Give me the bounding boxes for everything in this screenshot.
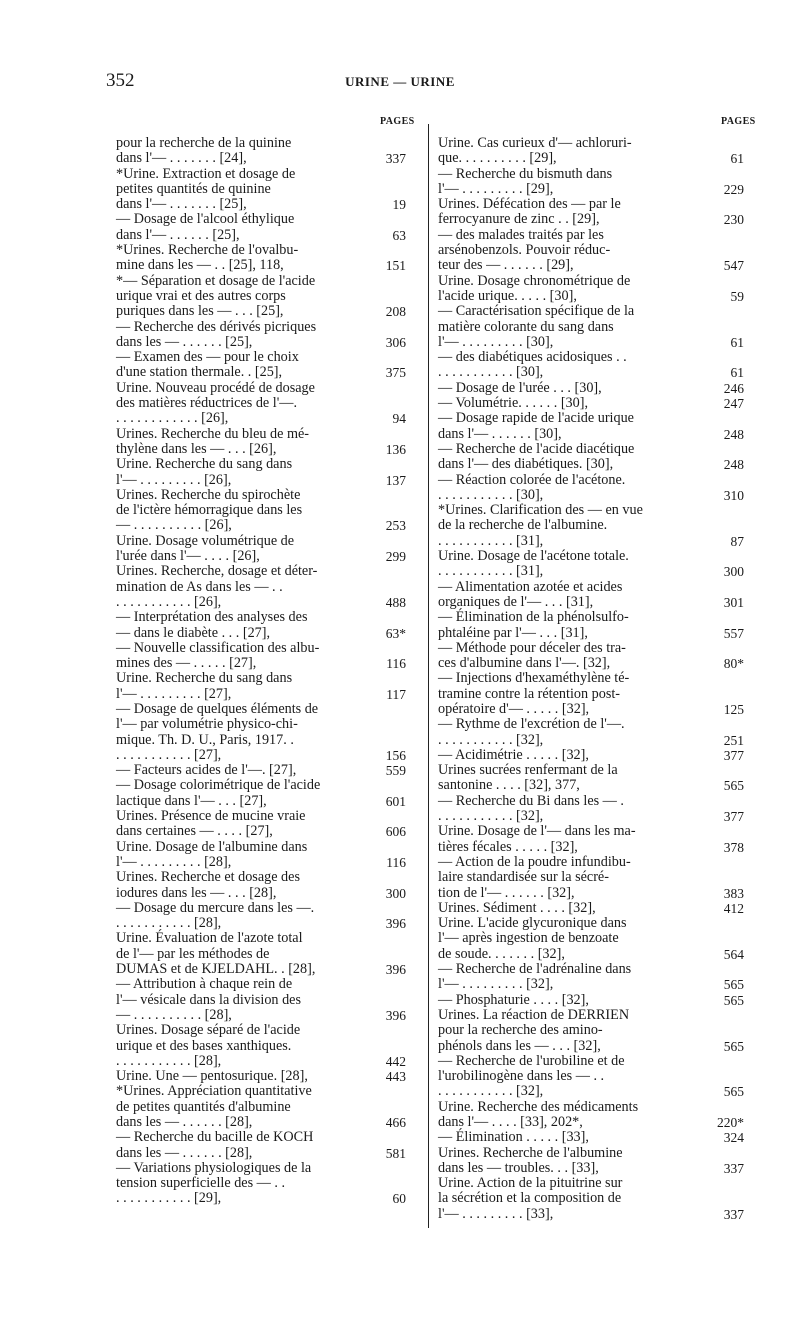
index-entry-page: 310 [723, 487, 744, 503]
index-entry-page: 300 [385, 885, 406, 901]
index-entry-text: — Facteurs acides de l'—. [27], [116, 762, 297, 779]
index-entry-text: — Élimination . . . . . [33], [438, 1129, 589, 1146]
index-entry-text: *Urines. Appréciation quantitative de petites quantités d'albumine dans les — . . . . . . [28], [116, 1083, 312, 1130]
index-entry [116, 320, 422, 351]
index-entry-page: 443 [385, 1069, 406, 1085]
index-entry-text: — Réaction colorée de l'acétone. . . . . . . . . . . . [30], [438, 471, 626, 503]
index-entries-right [438, 136, 756, 1222]
index-entry [116, 1084, 422, 1130]
index-entry [438, 167, 756, 198]
index-entry-text: — Recherche de l'acide diacétique dans l'— des diabétiques. [30], [438, 440, 635, 473]
index-entry [438, 1130, 756, 1145]
index-entry-page: 125 [723, 701, 744, 717]
index-entry [438, 763, 756, 794]
index-entry-page: 565 [723, 977, 744, 993]
index-entry-page: 87 [730, 533, 744, 549]
column-divider [428, 124, 429, 1228]
index-entry [438, 396, 756, 411]
index-entry [116, 167, 422, 213]
index-entry [438, 824, 756, 855]
index-entry-text: — Nouvelle classification des albu- mines des — . . . . . [27], [116, 639, 320, 672]
index-entry-page: 378 [723, 839, 744, 855]
index-entry-page: 116 [386, 854, 406, 870]
index-entry-page: 606 [385, 824, 406, 840]
index-entry-text: pour la recherche de la quinine dans l'— . . . . . . . [24], [116, 135, 292, 167]
index-entry-page: 61 [730, 334, 744, 350]
index-entry [116, 641, 422, 672]
index-entry-page: 565 [723, 778, 744, 794]
index-entry [438, 641, 756, 672]
index-entry-text: Urines sucrées renfermant de la santonine . . . . [32], 377, [438, 762, 618, 794]
index-entry [116, 931, 422, 977]
index-entry [438, 304, 756, 350]
index-entry-page: 337 [723, 1206, 744, 1222]
index-entry-text: Urines. La réaction de DERRIEN pour la recherche des amino- phénols dans les — . . . [32], [438, 1006, 630, 1054]
index-entry-text: Urine. Dosage de l'— dans les ma- tières fécales . . . . . [32], [438, 823, 636, 855]
index-entry-page: 94 [392, 411, 406, 427]
index-entry-text: — Recherche de l'adrénaline dans l'— . . . . . . . . . [32], [438, 961, 632, 993]
index-entry-page: 229 [723, 181, 744, 197]
index-entry-text: — Variations physiologiques de la tension superficielle des — . . . . . . . . . . . . . [29], [116, 1159, 312, 1207]
page-header [0, 68, 800, 98]
index-entry-page: 137 [385, 472, 406, 488]
index-entry-text: — Recherche du bacille de KOCH dans les — . . . . . . [28], [116, 1129, 314, 1161]
index-entry-page: 337 [723, 1160, 744, 1176]
index-entry-text: Urine. Dosage de l'acétone totale. . . . . . . . . . . . [31], [438, 548, 629, 580]
index-entry-text: — des diabétiques acidosiques . . . . . . . . . . . . . [30], [438, 349, 627, 381]
index-entry-page: 253 [385, 518, 406, 534]
index-entry-page: 559 [385, 763, 406, 779]
index-entry-text: Urine. Recherche du sang dans l'— . . . . . . . . . [27], [116, 670, 293, 702]
index-entry [438, 136, 756, 167]
index-entry [438, 794, 756, 825]
index-entry-page: 564 [723, 946, 744, 962]
index-entry [116, 809, 422, 840]
index-entry-page: 63 [392, 227, 406, 243]
index-entry-page: 466 [385, 1115, 406, 1130]
index-entry [438, 549, 756, 580]
pages-column-label: PAGES [721, 116, 756, 127]
index-entry-text: — Recherche des dérivés picriques dans les — . . . . . . [25], [116, 318, 317, 350]
index-entry-page: 61 [730, 151, 744, 167]
index-entry [438, 1008, 756, 1054]
index-entry-page: 156 [385, 747, 406, 763]
index-entry-text: Urines. Recherche du bleu de mé- thylène dans les — . . . [26], [116, 425, 310, 457]
index-entry-text: — Dosage de l'alcool éthylique dans l'— . . . . . . [25], [116, 211, 295, 243]
index-entry-text: — Dosage rapide de l'acide urique dans l'— . . . . . . [30], [438, 410, 634, 442]
index-entry-page: 117 [386, 686, 406, 702]
index-entry [438, 228, 756, 274]
index-entry-page: 63* [385, 625, 406, 641]
index-entry-page: 59 [730, 288, 744, 304]
index-entry [116, 381, 422, 427]
index-entry-page: 396 [385, 916, 406, 932]
index-entry [116, 488, 422, 534]
index-entry-text: Urine. Recherche du sang dans l'— . . . . . . . . . [26], [116, 456, 293, 488]
index-entry-page: 547 [723, 258, 744, 274]
index-entry-page: 299 [385, 549, 406, 565]
index-entry [438, 350, 756, 381]
index-entry [116, 1069, 422, 1084]
index-entry-page: 247 [723, 396, 744, 412]
index-entry [438, 1176, 756, 1222]
index-entry-page: 601 [385, 793, 406, 809]
index-entry [116, 671, 422, 702]
index-entry [438, 473, 756, 504]
index-entry-page: 248 [723, 426, 744, 442]
index-entry-page: 396 [385, 1007, 406, 1023]
index-entry [438, 503, 756, 549]
index-entry [116, 1130, 422, 1161]
index-entry-page: 80* [723, 656, 744, 672]
index-entry-page: 375 [385, 365, 406, 381]
index-entry [116, 427, 422, 458]
index-entry-text: — Interprétation des analyses des — dans le diabète . . . [27], [116, 609, 308, 641]
index-entry-text: Urines. Recherche de l'albumine dans les — troubles. . . [33], [438, 1144, 623, 1176]
index-entry-text: Urine. Cas curieux d'— achloruri- que. . . . . . . . . . [29], [438, 135, 632, 167]
index-entry [438, 901, 756, 916]
index-entry-page: 412 [723, 900, 744, 916]
index-entry-text: — Phosphaturie . . . . [32], [438, 991, 589, 1008]
index-entry-text: — Caractérisation spécifique de la matière colorante du sang dans l'— . . . . . . . . . [30], [438, 303, 635, 350]
index-entry [116, 534, 422, 565]
index-entry-text: Urine. Dosage volumétrique de l'urée dans l'— . . . . [26], [116, 532, 295, 565]
index-entry-page: 60 [392, 1191, 406, 1207]
index-entry [116, 840, 422, 871]
index-entry-text: *— Séparation et dosage de l'acide urique vrai et des autres corps puriques dans les — . . . [25], [116, 272, 316, 320]
index-entry-text: — Acidimétrie . . . . . [32], [438, 746, 589, 763]
index-entry-text: — Élimination de la phénolsulfo- phtaléine par l'— . . . [31], [438, 609, 629, 641]
index-entry [438, 1100, 756, 1131]
index-entry-text: *Urine. Extraction et dosage de petites quantités de quinine dans l'— . . . . . . . [25], [116, 165, 296, 213]
index-entry-text: — Recherche de l'urobiline et de l'urobilinogène dans les — . . . . . . . . . . . . . [32], [438, 1052, 625, 1100]
index-entry-text: — Rythme de l'excrétion de l'—. . . . . . . . . . . . [32], [438, 716, 625, 748]
index-entry-text: Urine. Une — pentosurique. [28], [116, 1068, 308, 1085]
index-entry-page: 151 [385, 258, 406, 274]
index-entry [438, 274, 756, 305]
index-entry [116, 763, 422, 778]
index-entry [438, 197, 756, 228]
index-entry-page: 220* [717, 1115, 744, 1130]
index-entry [116, 243, 422, 274]
index-entry [116, 870, 422, 901]
index-entry-text: — Volumétrie. . . . . . [30], [438, 395, 589, 412]
page-number: 352 [106, 70, 135, 91]
index-entry [438, 748, 756, 763]
index-entry-text: Urine. Recherche des médicaments dans l'— . . . . [33], 202*, [438, 1098, 639, 1130]
index-entry-text: Urines. Sédiment . . . . [32], [438, 899, 596, 916]
index-entry [438, 1054, 756, 1100]
index-entry [116, 564, 422, 610]
index-entry-page: 248 [723, 457, 744, 473]
index-entry [438, 962, 756, 993]
index-entry-page: 396 [385, 962, 406, 978]
index-entry [438, 855, 756, 901]
index-entry-page: 116 [386, 656, 406, 672]
index-entry-page: 557 [723, 625, 744, 641]
index-entry-text: Urines. Dosage séparé de l'acide urique et des bases xanthiques. . . . . . . . . . . . [28], [116, 1022, 301, 1069]
index-entry-page: 300 [723, 564, 744, 580]
index-entry-page: 306 [385, 334, 406, 350]
index-entry-text: — Dosage colorimétrique de l'acide lactique dans l'— . . . [27], [116, 777, 321, 809]
index-entry-text: — Attribution à chaque rein de l'— vésicale dans la division des — . . . . . . . . . . [28], [116, 976, 301, 1023]
index-entry-page: 61 [730, 365, 744, 381]
index-entry [438, 411, 756, 442]
index-entry-page: 136 [385, 441, 406, 457]
index-entry [116, 212, 422, 243]
index-entry-page: 565 [723, 992, 744, 1008]
index-entry [116, 778, 422, 809]
index-entry [116, 274, 422, 320]
index-entry-page: 377 [723, 809, 744, 825]
index-entry [116, 1161, 422, 1207]
index-entry-text: — Méthode pour déceler des tra- ces d'albumine dans l'—. [32], [438, 639, 626, 672]
index-entry [116, 1023, 422, 1069]
index-entry-text: Urines. Présence de mucine vraie dans certaines — . . . . [27], [116, 808, 306, 840]
index-entry-text: Urine. L'acide glycuronique dans l'— après ingestion de benzoate de soude. . . . . . . [32], [438, 915, 627, 962]
index-entry [116, 977, 422, 1023]
index-entry-text: — Action de la poudre infundibu- laire standardisée sur la sécré- tion de l'— . . . . . . [32], [438, 853, 631, 901]
index-entry-page: 565 [723, 1038, 744, 1054]
index-entry-text: — Dosage de l'urée . . . [30], [438, 379, 602, 396]
index-entry-page: 301 [723, 594, 744, 610]
index-entry-text: Urine. Dosage chronométrique de l'acide urique. . . . . [30], [438, 272, 631, 304]
index-entry-text: Urines. Recherche, dosage et déter- mination de As dans les — . . . . . . . . . . . . . [26], [116, 563, 318, 610]
index-entry-page: 337 [385, 151, 406, 167]
index-entry [438, 381, 756, 396]
index-entry [116, 610, 422, 641]
index-entry-page: 565 [723, 1084, 744, 1100]
index-entry-text: — Dosage de quelques éléments de l'— par volumétrie physico-chi- mique. Th. D. U., Paris, 1917. . . . . . . . . . . . . [27], [116, 700, 319, 763]
index-entry-page: 19 [392, 197, 406, 213]
index-entry-page: 383 [723, 885, 744, 901]
index-entry-text: *Urines. Clarification des — en vue de la recherche de l'albumine. . . . . . . . . . . . [31], [438, 502, 643, 549]
pages-column-label: PAGES [380, 116, 415, 127]
index-entry-page: 377 [723, 747, 744, 763]
index-entry-text: — Recherche du bismuth dans l'— . . . . . . . . . [29], [438, 165, 613, 197]
index-entry-text: Urines. Recherche et dosage des iodures dans les — . . . [28], [116, 869, 300, 901]
index-entry-text: — des malades traités par les arsénobenzols. Pouvoir réduc- teur des — . . . . . . [29], [438, 226, 611, 274]
index-entry-text: Urines. Défécation des — par le ferrocyanure de zinc . . [29], [438, 196, 621, 228]
index-entry-page: 324 [723, 1130, 744, 1146]
index-entry [116, 350, 422, 381]
index-entry [438, 717, 756, 748]
index-entries-left [116, 136, 422, 1207]
index-entry-text: — Injections d'hexaméthylène té- tramine contre la rétention post- opératoire d'— . . . . . [32], [438, 670, 630, 717]
index-entry [116, 702, 422, 763]
index-entry-text: — Recherche du Bi dans les — . . . . . . . . . . . . [32], [438, 792, 624, 825]
index-entry [438, 916, 756, 962]
index-entry [438, 442, 756, 473]
index-entry-text: — Alimentation azotée et acides organiques de l'— . . . [31], [438, 578, 623, 610]
index-entry [116, 901, 422, 932]
index-entry-page: 208 [385, 304, 406, 320]
index-entry-text: — Dosage du mercure dans les —. . . . . . . . . . . . [28], [116, 899, 315, 932]
index-entry [438, 993, 756, 1008]
index-entry-page: 246 [723, 380, 744, 396]
index-entry-page: 442 [385, 1053, 406, 1069]
index-entry [438, 671, 756, 717]
index-entry-text: Urine. Dosage de l'albumine dans l'— . . . . . . . . . [28], [116, 838, 308, 870]
index-entry-text: Urine. Action de la pituitrine sur la sécrétion et la composition de l'— . . . . . . . . . [33], [438, 1175, 623, 1222]
index-entry [438, 1146, 756, 1177]
index-entry [438, 580, 756, 611]
index-entry-text: Urines. Recherche du spirochète de l'ictère hémorragique dans les — . . . . . . . . . . [26], [116, 486, 303, 534]
index-entry-text: Urine. Nouveau procédé de dosage des matières réductrices de l'—. . . . . . . . . . . . . [26], [116, 379, 315, 427]
index-entry [116, 136, 422, 167]
index-entry-page: 581 [385, 1145, 406, 1161]
index-entry-text: *Urines. Recherche de l'ovalbu- mine dans les — . . [25], 118, [116, 242, 299, 274]
running-head: URINE — URINE [345, 74, 455, 89]
index-entry-text: — Examen des — pour le choix d'une station thermale. . [25], [116, 349, 299, 381]
index-entry [438, 610, 756, 641]
index-entry-text: Urine. Évaluation de l'azote total de l'— par les méthodes de DUMAS et de KJELDAHL. . [28], [116, 930, 316, 978]
index-entry [116, 457, 422, 488]
index-entry-page: 251 [723, 732, 744, 748]
index-entry-page: 230 [723, 212, 744, 228]
index-entry-page: 488 [385, 594, 406, 610]
